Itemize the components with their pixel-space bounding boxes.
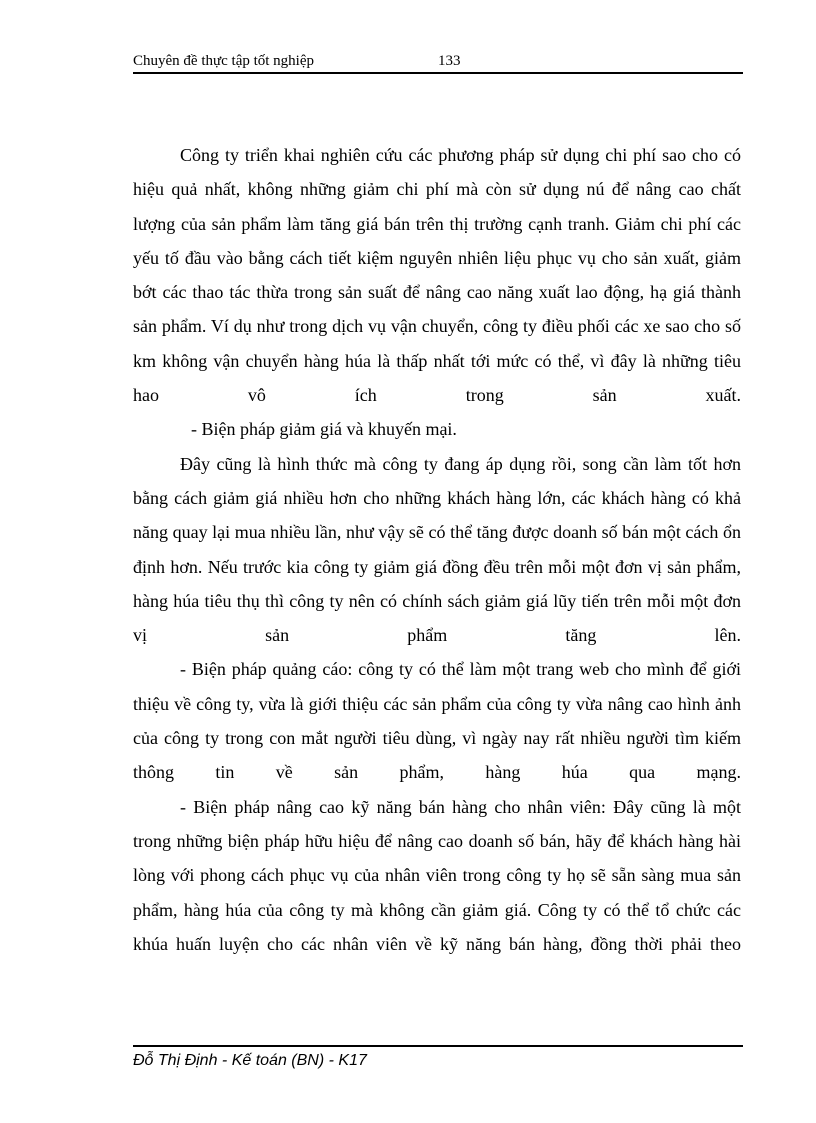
paragraph-cost-reduction: Công ty triển khai nghiên cứu các phương pháp sử dụng chi phí sao cho có hiệu quả nhất, không những giảm chi phí mà còn sử dụng nú để nâng cao chất lượng của sản phẩm làm tăng giá bán trên thị trường cạnh tranh. Giảm chi phí các yếu tố đầu vào bằng cách tiết kiệm nguyên nhiên liệu phục vụ cho sản xuất, giảm bớt các thao tác thừa trong sản suất để nâng cao năng xuất lao động, hạ giá thành sản phẩm. Ví dụ như trong dịch vụ vận chuyển, công ty điều phối các xe sao cho số km không vận chuyển hàng húa là thấp nhất tới mức có thể, vì đây là những tiêu hao vô ích trong sản xuất. [133,145,741,406]
header-title: Chuyên đề thực tập tốt nghiệp [133,53,315,69]
footer-rule [133,1045,743,1047]
body-text [133,138,741,961]
footer-author: Đỗ Thị Định - Kế toán (BN) - K17 [133,1052,367,1069]
paragraph-sales-training: - Biện pháp nâng cao kỹ năng bán hàng cho nhân viên: Đây cũng là một trong những biện pháp hữu hiệu để nâng cao doanh số bán, hãy để khách hàng hài lòng với phong cách phục vụ của nhân viên trong công ty họ sẽ sẵn sàng mua sản phẩm, hàng húa của công ty mà không cần giảm giá. Công ty có thể tổ chức các khúa huấn luyện cho các nhân viên về kỹ năng bán hàng, đồng thời phải theo [133,796,741,954]
paragraph-advertising: - Biện pháp quảng cáo: công ty có thể làm một trang web cho mình để giới thiệu về công ty, vừa là giới thiệu các sản phẩm của công ty vừa nâng cao hình ảnh của công ty trong con mắt người tiêu dùng, vì ngày nay rất nhiều người tìm kiếm thông tin về sản phẩm, hàng húa qua mạng. [133,659,741,783]
page-header [133,52,743,72]
page-number: 133 [438,53,461,69]
header-rule [133,72,743,74]
heading-discount-promotion: - Biện pháp giảm giá và khuyến mại. [191,419,457,440]
paragraph-discount: Đây cũng là hình thức mà công ty đang áp dụng rồi, song cần làm tốt hơn bằng cách giảm giá nhiều hơn cho những khách hàng lớn, các khách hàng có khả năng quay lại mua nhiều lần, như vậy sẽ có thể tăng được doanh số bán một cách ổn định hơn. Nếu trước kia công ty giảm giá đồng đều trên mỗi một đơn vị sản phẩm, hàng húa tiêu thụ thì công ty nên có chính sách giảm giá lũy tiến trên mỗi một đơn vị sản phẩm tăng lên. [133,453,741,646]
